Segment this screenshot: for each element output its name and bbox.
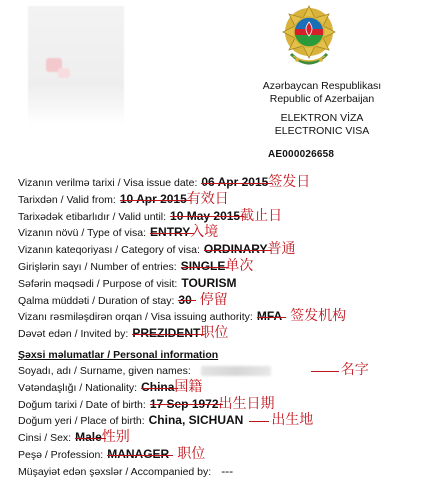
- row-birth-date: Doğum tarixi / Date of birth: 17 Sep 1972出生日期: [18, 395, 275, 412]
- valid-from-note: 有效日: [186, 190, 229, 207]
- row-purpose: Səfərin məqsədi / Purpose of visit: TOURISM: [18, 275, 237, 290]
- issue-date-note: 签发日: [268, 174, 311, 190]
- valid-from-value: 10 Apr 2015: [119, 191, 187, 206]
- accompanied-value: ---: [221, 463, 234, 478]
- sex-value: Male: [75, 430, 102, 445]
- personal-info-heading: Şəxsi məlumatlar / Personal information: [18, 348, 219, 361]
- profession-value: MANAGER: [107, 446, 170, 461]
- duration-value: 30: [178, 292, 192, 307]
- profession-note: 职位: [177, 445, 206, 462]
- valid-until-note: 截止日: [240, 207, 283, 224]
- name-redacted: [201, 366, 271, 376]
- nationality-note: 国籍: [174, 378, 203, 395]
- row-sex: Cinsi / Sex: Male性别: [18, 429, 130, 446]
- authority-note: 签发机构: [290, 308, 347, 325]
- row-name: Soyadı, adı / Surname, given names: 名字: [18, 361, 369, 378]
- birth-date-note: 出生日期: [218, 395, 275, 412]
- visa-type-note: 入境: [190, 224, 219, 241]
- row-valid-from: Tarixdən / Valid from: 10 Apr 2015有效日: [18, 190, 229, 207]
- duration-note: 停留: [199, 291, 228, 308]
- document-title-az: ELEKTRON VİZA: [280, 112, 364, 124]
- birth-place-note: 出生地: [271, 412, 314, 429]
- row-valid-until: Tarixədək etibarlıdır / Valid until: 10 May 2015截止日: [18, 207, 283, 224]
- row-profession: Peşə / Profession: MANAGER 职位: [18, 445, 206, 462]
- visa-category-note: 普通: [267, 241, 296, 258]
- entries-note: 单次: [225, 257, 254, 274]
- row-authority: Vizanı rəsmiləşdirən orqan / Visa issuing authority: MFA 签发机构: [18, 308, 347, 325]
- row-duration: Qalma müddəti / Duration of stay: 30 停留: [18, 291, 228, 308]
- row-issue-date: Vizanın verilmə tarixi / Visa issue date: 06 Apr 2015签发日: [18, 174, 311, 190]
- issue-date-value: 06 Apr 2015: [201, 175, 269, 189]
- row-visa-type: Vizanın növü / Type of visa: ENTRY入境: [18, 224, 219, 241]
- birth-date-value: 17 Sep 1972: [149, 396, 219, 411]
- row-nationality: Vətəndaşlığı / Nationality: China国籍: [18, 378, 203, 395]
- valid-until-value: 10 May 2015: [170, 208, 241, 223]
- document-title-en: ELECTRONIC VISA: [274, 125, 370, 137]
- visa-details: [18, 174, 418, 480]
- document-header: [232, 80, 412, 138]
- row-visa-category: Vizanın kateqoriyası / Category of visa: ORDINARY普通: [18, 241, 296, 258]
- row-accompanied: Müşayiət edən şəxslər / Accompanied by: ---: [18, 463, 234, 478]
- sex-note: 性别: [101, 429, 130, 446]
- entries-value: SINGLE: [180, 258, 226, 273]
- visa-type-value: ENTRY: [150, 225, 191, 240]
- country-name-az: Azərbaycan Respublikası: [262, 80, 382, 92]
- invited-by-note: 职位: [200, 325, 229, 342]
- row-entries: Girişlərin sayı / Number of entries: SINGLE单次: [18, 257, 254, 274]
- authority-value: MFA: [256, 309, 283, 324]
- applicant-photo: [28, 6, 124, 124]
- nationality-value: China: [141, 379, 175, 394]
- row-invited-by: Dəvət edən / Invited by: PREZIDENT职位: [18, 325, 229, 342]
- invited-by-value: PREZIDENT: [132, 326, 201, 341]
- row-birth-place: Doğum yeri / Place of birth: China, SICHUAN 出生地: [18, 412, 314, 429]
- visa-number: AE000026658: [268, 149, 335, 160]
- purpose-value: TOURISM: [181, 275, 237, 290]
- country-name-en: Republic of Azerbaijan: [269, 93, 375, 105]
- visa-category-value: ORDINARY: [203, 242, 268, 257]
- birth-place-value: China, SICHUAN: [148, 413, 244, 428]
- azerbaijan-emblem-icon: [277, 2, 341, 72]
- name-note: 名字: [340, 361, 369, 378]
